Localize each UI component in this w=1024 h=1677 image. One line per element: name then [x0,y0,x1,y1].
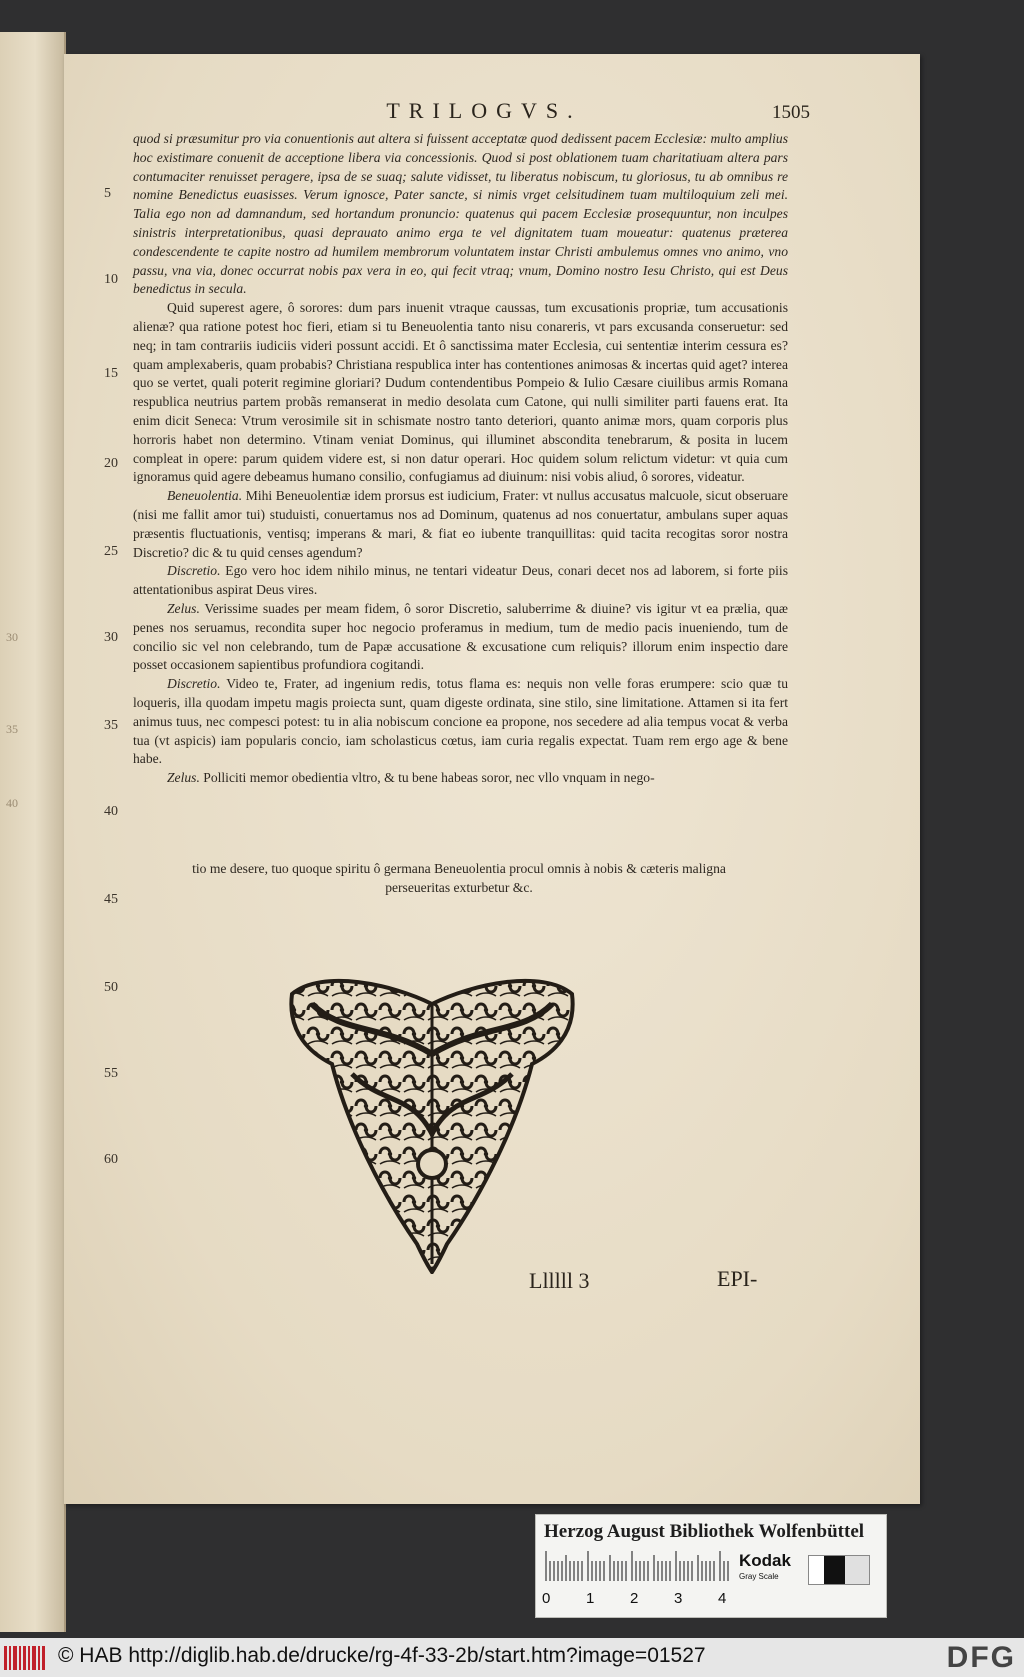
facing-page-edge [0,32,66,1632]
scale-number: 4 [718,1590,727,1607]
left-margin-number: 40 [6,796,18,810]
line-number: 45 [104,892,118,907]
line-number: 25 [104,544,118,559]
line-number: 5 [104,186,111,201]
line-number: 20 [104,456,118,471]
speaker-label: Zelus. [167,600,200,616]
catchword: EPI- [717,1266,758,1291]
kodak-logo: Kodak [739,1551,791,1570]
page-number: 1505 [772,102,810,123]
line-number: 15 [104,366,118,381]
running-head: TRILOGVS. [386,98,582,123]
scale-number: 3 [674,1590,683,1607]
speaker-label: Discretio. [167,676,221,692]
scale-number: 1 [586,1590,595,1607]
footer-bar [0,1638,1024,1677]
book-page [64,54,920,1504]
hab-barcode-icon [4,1644,48,1672]
speech-paragraph: Zelus. Verissime suades per meam fidem, ô soror Discretio, saluberrime & diuine? vis igitur vt ea prælia, quæ penes nos seruamus, recondita super hoc negocio proferamus in medium, tum de medio pacis inueniendo, tum de concilio sic vel non celebrando, tum de Papæ accusatione & excusatione cum reliquis? illorum enim inspectio dare posset occasionem sapientibus profundiora cogitandi. [133,600,789,673]
speaker-label: Beneuolentia. [167,488,243,504]
paragraph: Quid superest agere, ô sorores: dum pars inuenit vtraque caussas, tum excusationis propriæ, tum accusationis alienæ? qua ratione potest hoc fieri, etiam si tu Beneuolentia tanto nisu conareris, vt pars excusanda conseruetur: sed neq; in tam contrariis iudiciis videri possunt accidi. Et ô sanctissima mater Ecclesia, cui sententiæ interim cessura es? quam amplexaberis, quam probabis? Christiana respublica inter has contentiones animosas & incertas quid aget? interea quo se vertet, quali poterit regimine gloriari? Dudum contendentibus Pompeio & Iulio Cæsare ciuilibus armis Romana respublica neutrius partem probãs remanserat in medio desolata cum Catone, qui nulli similiter parti fauens erat. Ita enim dicit Seneca: Vtrum verosimile sit in schismate nostro tanto deteriori, quanto animæ mors, quam corporis plus horroris habet non determino. Vtinam veniat Dominus, qui illuminet abscondita tenebrarum, & posita in lucem compleat in opere: parum quidem videre est, si non datur operari. Hoc quidem solum relictum videtur: vt quia cum ignoramus quid agere debeamus humano consilio, confugiamus ad diuinum: nisi vobis aliud, ô sorores, videatur. [133,300,788,485]
line-number: 55 [104,1066,118,1081]
body-text [133,130,788,788]
color-scale-card [535,1514,887,1618]
speech-paragraph: Zelus. Polliciti memor obedientia vltro, & tu bene habeas soror, nec vllo vnquam in nego- [167,770,655,786]
paragraph: quod si præsumitur pro via conuentionis aut altera si fuissent acceptatæ quod dedissent pacem Ecclesiæ: multo amplius hoc existimare conuenit de acceptione libera via concessionis. Quod si post oblationem tuam charitatiuam altera pars contumaciter renuisset peragere, ipsa de se suaq; salute vidisset, tu liberatus nobiscum, tu gloriosus, tu ab omnibus re nomine Benedictus euasisses. Verum ignosce, Pater sancte, si nimis vrget celsitudinem tuam multiloquium zeli mei. Talia ego non ad damnandum, sed hortandum pronuncio: quatenus qui pacem Ecclesiæ prosequuntur, non inculpes sinistris interpretationibus, quasi deprauato animo erga te vel dignitatem tuam moueatur: quatenus præterea condescendente te capite nostro ad humilem membrorum voluntatem instar Christi ambulemus omnes vno animo, vno passu, vna via, donec occurrat nobis pax vera in eo, qui fecit vtraq; vnum, Domino nostro Iesu Christo, qui est Deus benedictus in secula. [133,131,788,297]
left-margin-number: 30 [6,630,18,644]
speech-paragraph: Beneuolentia. Mihi Beneuolentiæ idem prorsus est iudicium, Frater: vt nullus accusatus malcuole, sicut obseruare (nisi me fallit amor tui) studuisti, conuertamus nos ad Dominum, quatenus ad nos conuertatur, ambulans super aquas præsentis fluctuationis, ventisq; imperans & mari, & fiat eo iubente tranquillitas: quid tacita recogitas soror nostra Discretio? dic & tu quid censes agendum? [133,488,788,560]
signature-mark: Llllll 3 [529,1268,590,1293]
line-number: 40 [104,804,118,819]
copyright-url: © HAB http://diglib.hab.de/drucke/rg-4f-33-2b/start.htm?image=01527 [58,1644,706,1667]
scale-card-title: Herzog August Bibliothek Wolfenbüttel [544,1521,865,1542]
speaker-label: Zelus. [167,770,200,786]
speaker-label: Discretio. [167,563,221,579]
speech-paragraph: Discretio. Video te, Frater, ad ingenium redis, totus flama es: nequis non velle foras erumpere: scio quæ tu loqueris, illa quodam impetu magis proiecta sunt, quam digeste ordinata, sine stilo, sine limitatione. Attamen si ita fert animus tuus, nec compesci potest: tu in alia nobiscum concione ea propone, nos secedere ad alia tempus vocat & verba tua (vt aspicis) iam popularis concio, iam scholasticus cœtus, iam curia regalis expectat. Tuam rem ergo age & bene habe. [133,676,788,767]
line-number: 10 [104,272,118,287]
line-number: 30 [104,630,118,645]
line-number: 35 [104,718,118,733]
tailpiece-ornament [282,974,582,1274]
line-number: 50 [104,980,118,995]
left-margin-number: 35 [6,722,18,736]
gray-swatch [808,1555,870,1585]
scale-number: 0 [542,1590,551,1607]
line-number: 60 [104,1152,118,1167]
closing-text: tio me desere, tuo quoque spiritu ô germana Beneuolentia procul omnis à nobis & cæteris maligna perseueritas exturbetur &c. [192,861,726,895]
dfg-logo: DFG [946,1641,1016,1674]
ruler-icon [544,1551,734,1585]
speech-paragraph: Discretio. Ego vero hoc idem nihilo minus, ne tentari videatur Deus, conari decet nos ad laborem, si forte piis attentationibus aspirat Deus vires. [133,563,788,598]
gray-scale-label: Gray Scale [739,1572,779,1581]
scale-number: 2 [630,1590,639,1607]
